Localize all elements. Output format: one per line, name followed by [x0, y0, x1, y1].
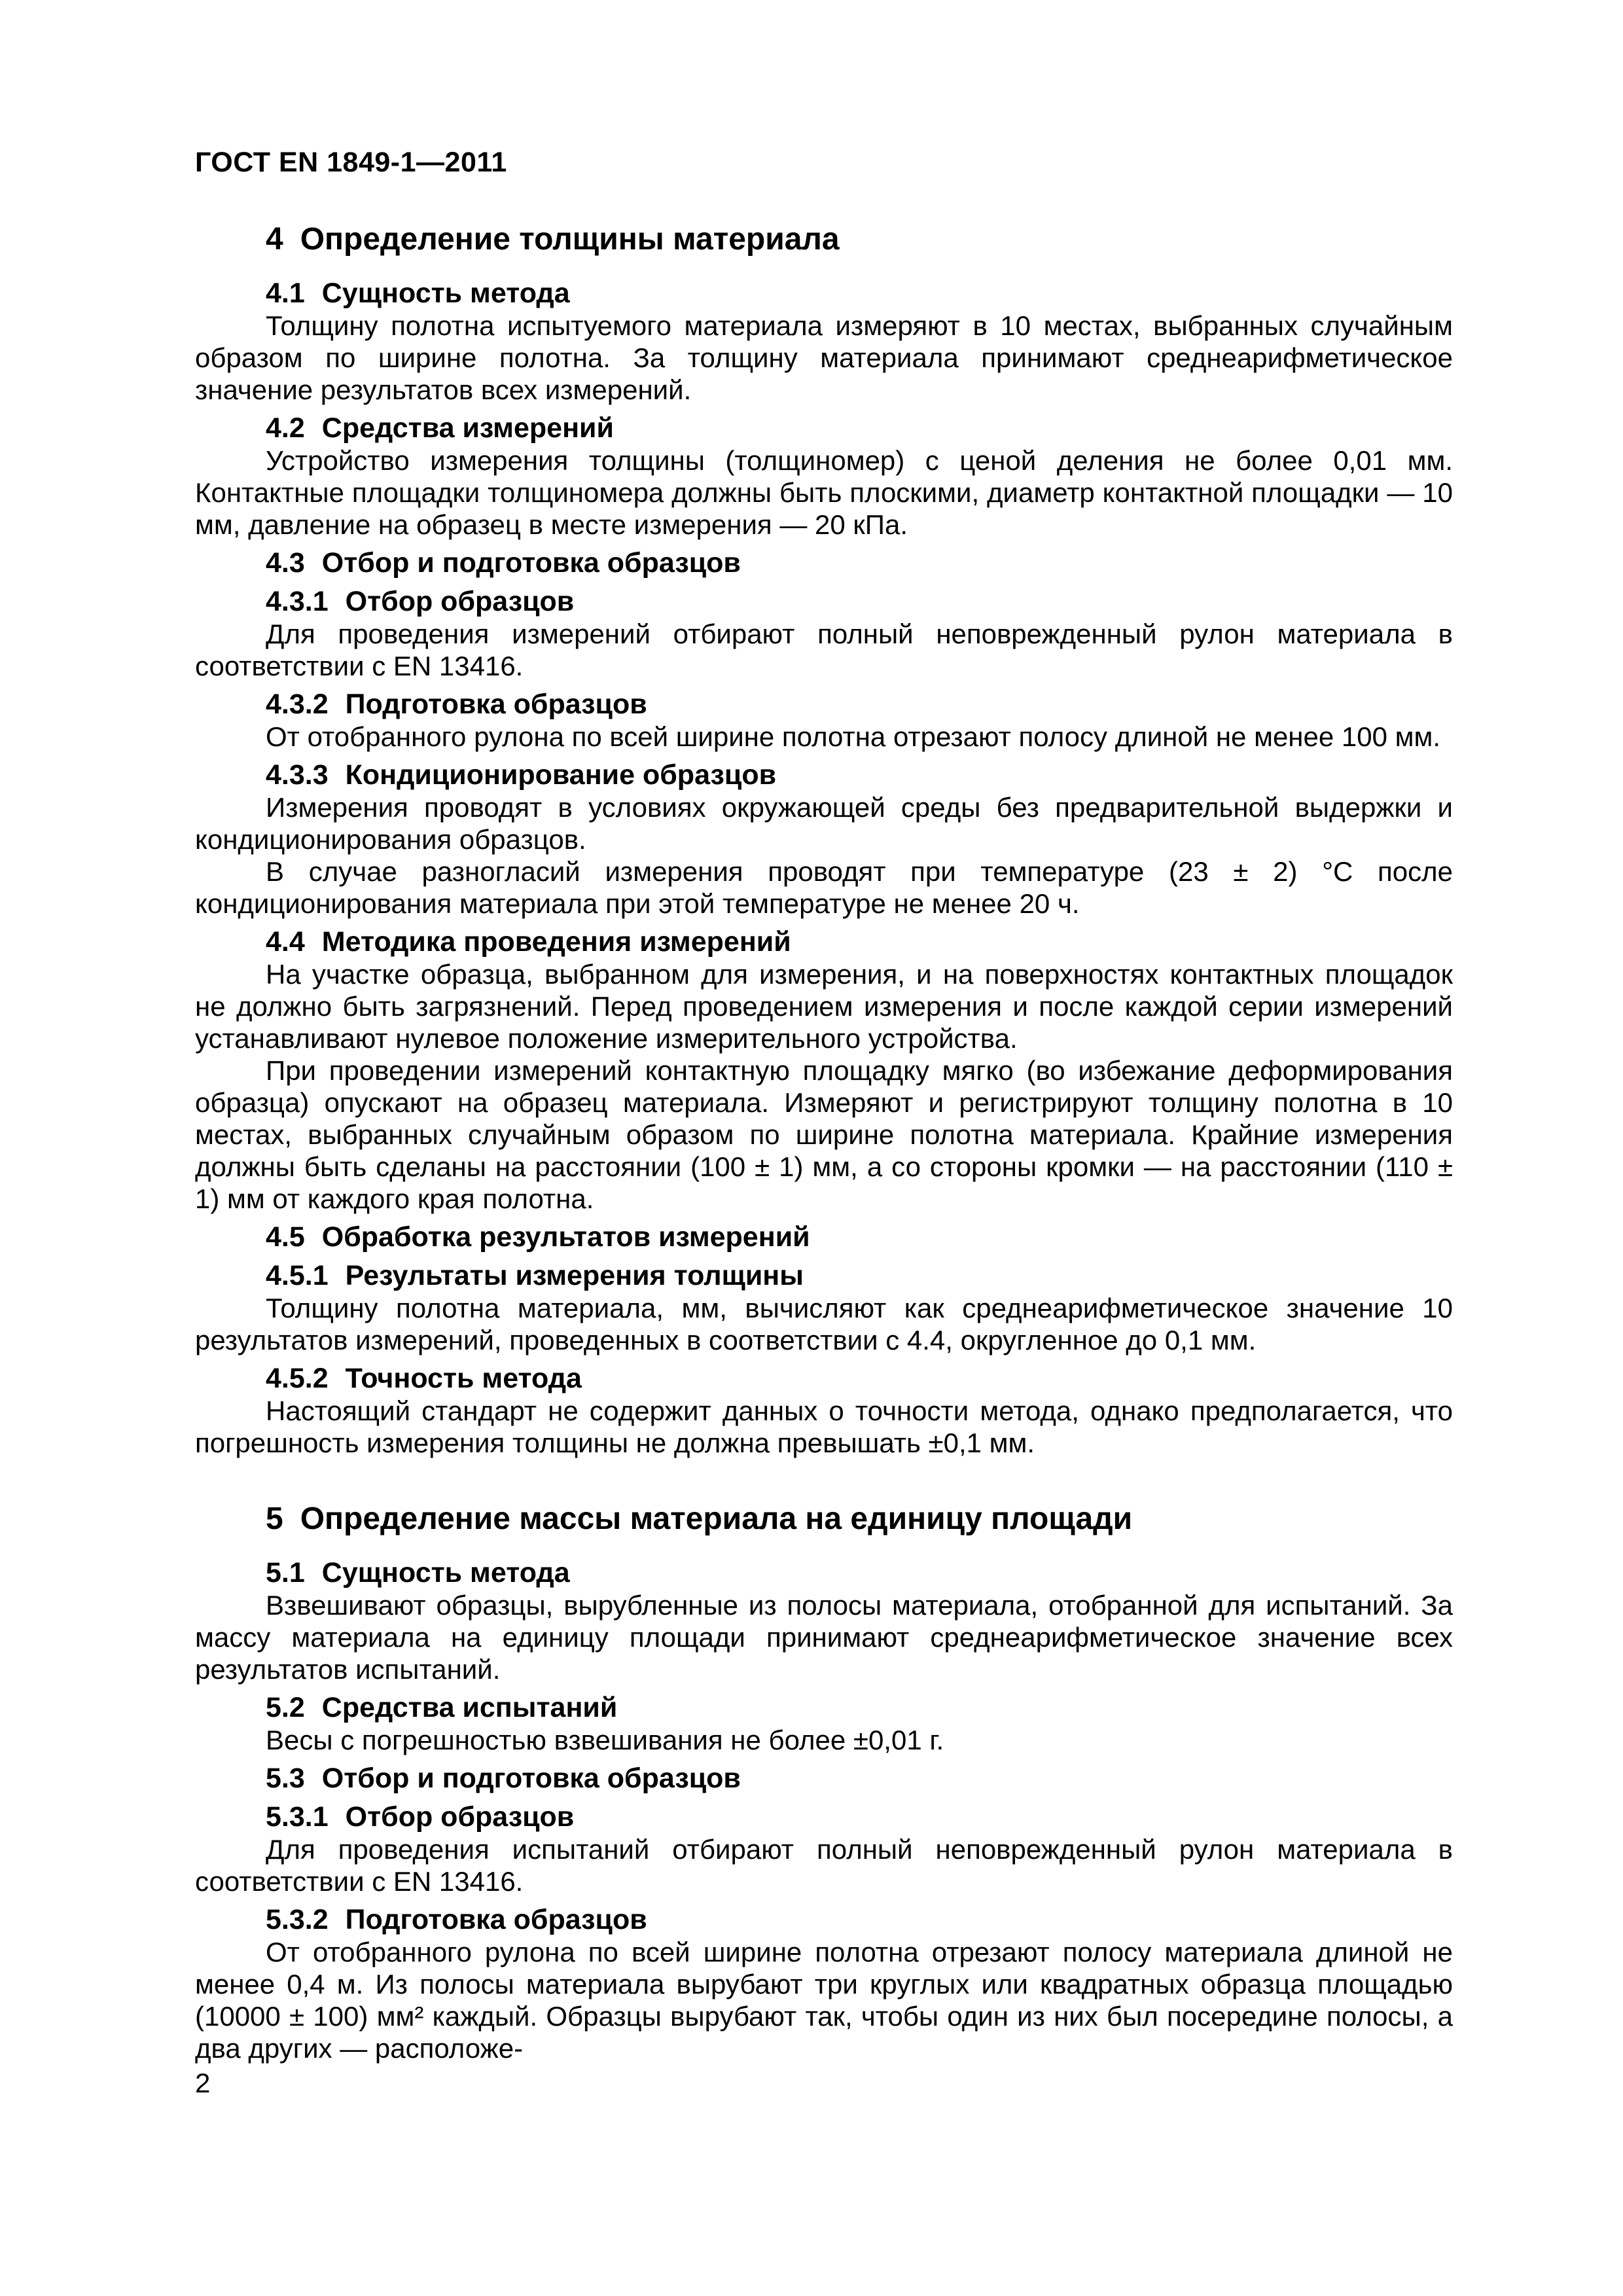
subsection-heading	[195, 1260, 1453, 1292]
subsection-heading	[195, 926, 1453, 958]
section-heading	[195, 1501, 1453, 1537]
heading-number: 4.5.1	[266, 1260, 329, 1291]
heading-title: Определение массы материала на единицу площади	[300, 1501, 1133, 1536]
subsection-heading	[195, 278, 1453, 310]
paragraph: Измерения проводят в условиях окружающей среды без предварительной выдержки и кондиционирования образцов.	[195, 792, 1453, 855]
heading-number: 5.2	[266, 1692, 305, 1723]
heading-title: Средства измерений	[321, 412, 614, 444]
subsection-heading	[195, 1763, 1453, 1795]
heading-title: Отбор и подготовка образцов	[321, 1763, 741, 1794]
paragraph: Для проведения измерений отбирают полный неповрежденный рулон материала в соответствии с EN 13416.	[195, 619, 1453, 681]
paragraph: Настоящий стандарт не содержит данных о точности метода, однако предполагается, что погрешность измерения толщины не должна превышать ±0,1 мм.	[195, 1395, 1453, 1458]
heading-title: Отбор образцов	[345, 1801, 575, 1833]
subsection-heading	[195, 1363, 1453, 1395]
paragraph: Толщину полотна испытуемого материала измеряют в 10 местах, выбранных случайным образом по ширине полотна. За толщину материала принимают среднеарифметическое значение результатов всех измерений.	[195, 310, 1453, 405]
heading-number: 4	[266, 222, 283, 257]
heading-number: 4.3.3	[266, 759, 329, 791]
paragraph: От отобранного рулона по всей ширине полотна отрезают полосу материала длиной не менее 0,4 м. Из полосы материала вырубают три круглых или квадратных образца площадью (10000 ± 100) мм² каждый. Образцы вырубают так, чтобы один из них был посередине полосы, а два других — расположе-	[195, 1937, 1453, 2064]
paragraph: Для проведения испытаний отбирают полный неповрежденный рулон материала в соответствии с EN 13416.	[195, 1834, 1453, 1897]
heading-title: Отбор образцов	[345, 586, 575, 617]
paragraph: Толщину полотна материала, мм, вычисляют как среднеарифметическое значение 10 результатов измерений, проведенных в соответствии с 4.4, округленное до 0,1 мм.	[195, 1293, 1453, 1355]
subsection-heading	[195, 1904, 1453, 1936]
subsection-heading	[195, 689, 1453, 721]
subsection-heading	[195, 1221, 1453, 1253]
heading-number: 4.2	[266, 412, 305, 444]
heading-title: Подготовка образцов	[345, 689, 647, 720]
heading-title: Кондиционирование образцов	[345, 759, 777, 791]
heading-number: 4.3.2	[266, 689, 329, 720]
paragraph: Весы с погрешностью взвешивания не более ±0,01 г.	[266, 1725, 944, 1755]
heading-number: 5.3.1	[266, 1801, 329, 1833]
page-number: 2	[195, 2068, 211, 2098]
subsection-heading	[195, 1801, 1453, 1833]
subsection-heading	[195, 412, 1453, 444]
subsection-heading	[195, 586, 1453, 618]
paragraph: Устройство измерения толщины (толщиномер) с ценой деления не более 0,01 мм. Контактные площадки толщиномера должны быть плоскими, диаметр контактной площадки — 10 мм, давление на образец в месте измерения — 20 кПа.	[195, 445, 1453, 540]
heading-title: Подготовка образцов	[345, 1904, 647, 1935]
heading-title: Сущность метода	[321, 278, 570, 309]
heading-title: Точность метода	[345, 1363, 582, 1394]
heading-title: Определение толщины материала	[300, 222, 840, 257]
heading-title: Методика проведения измерений	[321, 926, 791, 958]
subsection-heading	[195, 1692, 1453, 1724]
paragraph: Взвешивают образцы, вырубленные из полосы материала, отобранной для испытаний. За массу материала на единицу площади принимают среднеарифметическое значение всех результатов испытаний.	[195, 1590, 1453, 1685]
paragraph: При проведении измерений контактную площадку мягко (во избежание деформирования образца) опускают на образец материала. Измеряют и регистрируют толщину полотна в 10 местах, выбранных случайным образом по ширине полотна материала. Крайние измерения должны быть сделаны на расстоянии (100 ± 1) мм, а со стороны кромки — на расстоянии (110 ± 1) мм от каждого края полотна.	[195, 1055, 1453, 1214]
heading-title: Обработка результатов измерений	[321, 1221, 810, 1253]
subsection-heading	[195, 759, 1453, 791]
heading-number: 5	[266, 1501, 283, 1536]
paragraph: В случае разногласий измерения проводят при температуре (23 ± 2) °С после кондиционирования материала при этой температуре не менее 20 ч.	[195, 856, 1453, 919]
heading-title: Средства испытаний	[321, 1692, 618, 1723]
section-heading	[195, 221, 1453, 258]
heading-number: 4.3	[266, 547, 305, 579]
subsection-heading	[195, 547, 1453, 579]
heading-number: 4.5	[266, 1221, 305, 1253]
document-header: ГОСТ EN 1849-1—2011	[195, 147, 507, 178]
heading-number: 5.1	[266, 1557, 305, 1588]
heading-title: Результаты измерения толщины	[345, 1260, 804, 1291]
heading-number: 4.3.1	[266, 586, 329, 617]
heading-title: Сущность метода	[321, 1557, 570, 1588]
heading-number: 5.3	[266, 1763, 305, 1794]
heading-number: 5.3.2	[266, 1904, 329, 1935]
heading-number: 4.5.2	[266, 1363, 329, 1394]
heading-number: 4.1	[266, 278, 305, 309]
paragraph: От отобранного рулона по всей ширине полотна отрезают полосу длиной не менее 100 мм.	[266, 721, 1441, 752]
document-body	[195, 221, 1453, 2064]
subsection-heading	[195, 1557, 1453, 1589]
heading-number: 4.4	[266, 926, 305, 958]
heading-title: Отбор и подготовка образцов	[321, 547, 741, 579]
paragraph: На участке образца, выбранном для измерения, и на поверхностях контактных площадок не должно быть загрязнений. Перед проведением измерения и после каждой серии измерений устанавливают нулевое положение измерительного устройства.	[195, 959, 1453, 1054]
